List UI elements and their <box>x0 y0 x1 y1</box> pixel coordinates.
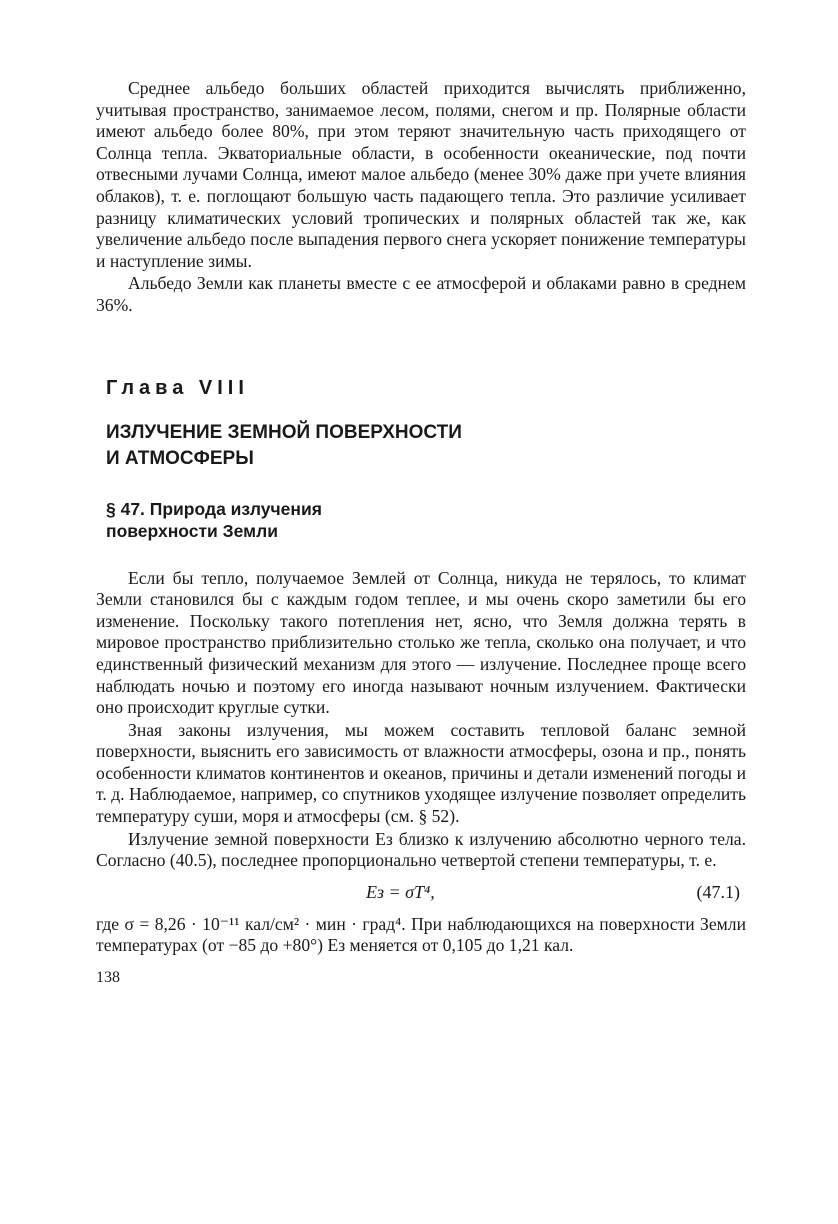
chapter-title-line-2: И АТМОСФЕРЫ <box>106 447 254 469</box>
paragraph-heat-loss: Если бы тепло, получаемое Землей от Солнца, никуда не терялось, то климат Земли становился бы с каждым годом теплее, и мы очень скоро заметили бы его изменение. Поскольку такого потепления нет, ясно, что Земля должна терять в мировое пространство приблизительно столько же тепла, сколько она получает, и что единственный физический механизм для этого — излучение. Последнее проще всего наблюдать ночью и поэтому его иногда называют ночным излучением. Фактически оно происходит круглые сутки. <box>96 567 746 718</box>
equation-row <box>96 878 746 908</box>
paragraph-radiation-laws: Зная законы излучения, мы можем составить тепловой баланс земной поверхности, выяснить его зависимость от влажности атмосферы, озона и пр., понять особенности климатов континентов и океанов, причины и детали изменений погоды и т. д. Наблюдаемое, например, со спутников уходящее излучение позволяет определить температуру суши, моря и атмосферы (см. § 52). <box>96 719 746 827</box>
paragraph-where: где σ = 8,26 · 10⁻¹¹ кал/см² · мин · град⁴. При наблюдающихся на поверхности Земли температурах (от −85 до +80°) Eз меняется от 0,105 до 1,21 кал. <box>96 913 746 956</box>
paragraph-surface-radiation: Излучение земной поверхности Eз близко к излучению абсолютно черного тела. Согласно (40.5), последнее пропорционально четвертой степени температуры, т. е. <box>96 828 746 871</box>
equation-number: (47.1) <box>696 881 740 902</box>
equation: Eз = σT⁴, <box>366 881 435 902</box>
page-number: 138 <box>96 969 120 987</box>
chapter-title <box>106 420 746 472</box>
section-title-line-2: поверхности Земли <box>106 520 278 541</box>
section-body <box>96 568 746 872</box>
paragraph-earth-albedo: Альбедо Земли как планеты вместе с ее атмосферой и облаками равно в среднем 36%. <box>96 273 746 315</box>
section-title-line-1: § 47. Природа излучения <box>106 498 322 519</box>
section-title <box>106 498 746 542</box>
chapter-number: Глава VIII <box>106 376 249 399</box>
paragraph-albedo-regions: Среднее альбедо больших областей приходится вычислять приближенно, учитывая пространство, занимаемое лесом, полями, снегом и пр. Полярные области имеют альбедо более 80%, при этом теряют значительную часть приходящего от Солнца тепла. Экваториальные области, в особенности океанические, под почти отвесными лучами Солнца, имеют малое альбедо (менее 30% даже при учете влияния облаков), т. е. поглощают большую часть падающего тепла. Это различие усиливает разницу климатических условий тропических и полярных областей так же, как увеличение альбедо после выпадения первого снега ускоряет понижение температуры и наступление зимы. <box>96 78 746 271</box>
chapter-title-line-1: ИЗЛУЧЕНИЕ ЗЕМНОЙ ПОВЕРХНОСТИ <box>106 421 462 443</box>
book-page <box>96 78 746 987</box>
